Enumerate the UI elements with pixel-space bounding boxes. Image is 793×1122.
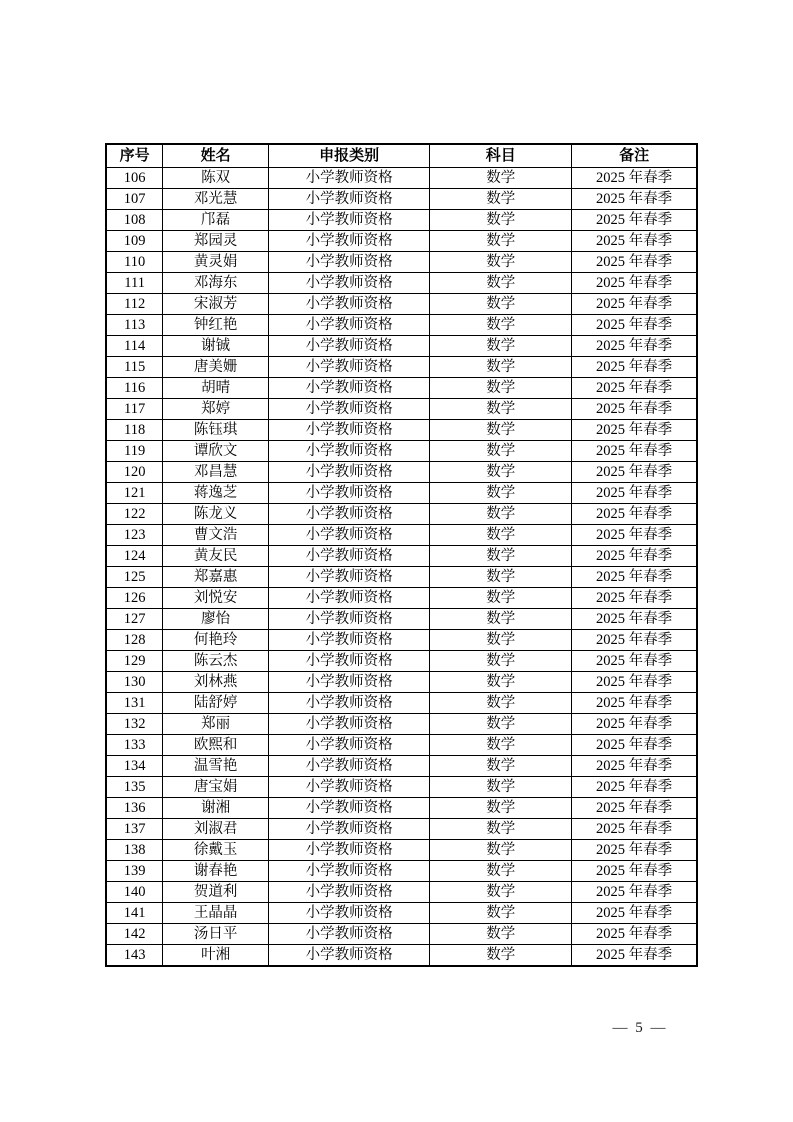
table-row bbox=[106, 252, 697, 273]
cell-name: 唐宝娟 bbox=[163, 777, 269, 798]
cell-category: 小学教师资格 bbox=[269, 714, 430, 735]
cell-no: 142 bbox=[106, 924, 163, 945]
table-row bbox=[106, 840, 697, 861]
table-row bbox=[106, 903, 697, 924]
cell-category: 小学教师资格 bbox=[269, 336, 430, 357]
cell-no: 139 bbox=[106, 861, 163, 882]
cell-no: 137 bbox=[106, 819, 163, 840]
cell-subject: 数学 bbox=[430, 441, 572, 462]
table-row bbox=[106, 336, 697, 357]
cell-no: 130 bbox=[106, 672, 163, 693]
cell-note: 2025 年春季 bbox=[572, 210, 697, 231]
cell-name: 王晶晶 bbox=[163, 903, 269, 924]
cell-no: 125 bbox=[106, 567, 163, 588]
table-row bbox=[106, 315, 697, 336]
cell-subject: 数学 bbox=[430, 777, 572, 798]
cell-name: 陈云杰 bbox=[163, 651, 269, 672]
column-header-no: 序号 bbox=[106, 144, 163, 168]
cell-subject: 数学 bbox=[430, 693, 572, 714]
cell-note: 2025 年春季 bbox=[572, 651, 697, 672]
cell-no: 128 bbox=[106, 630, 163, 651]
cell-subject: 数学 bbox=[430, 483, 572, 504]
column-header-category: 申报类别 bbox=[269, 144, 430, 168]
cell-name: 曹文浩 bbox=[163, 525, 269, 546]
cell-note: 2025 年春季 bbox=[572, 231, 697, 252]
cell-no: 141 bbox=[106, 903, 163, 924]
cell-no: 138 bbox=[106, 840, 163, 861]
cell-note: 2025 年春季 bbox=[572, 168, 697, 189]
cell-category: 小学教师资格 bbox=[269, 462, 430, 483]
cell-category: 小学教师资格 bbox=[269, 630, 430, 651]
cell-note: 2025 年春季 bbox=[572, 252, 697, 273]
cell-name: 叶湘 bbox=[163, 945, 269, 967]
page-number: — 5 — bbox=[612, 1020, 668, 1036]
cell-no: 122 bbox=[106, 504, 163, 525]
cell-no: 126 bbox=[106, 588, 163, 609]
table-row bbox=[106, 294, 697, 315]
cell-note: 2025 年春季 bbox=[572, 798, 697, 819]
table-header bbox=[106, 144, 697, 168]
cell-name: 刘悦安 bbox=[163, 588, 269, 609]
cell-no: 143 bbox=[106, 945, 163, 967]
table-row bbox=[106, 609, 697, 630]
cell-name: 黄友民 bbox=[163, 546, 269, 567]
cell-category: 小学教师资格 bbox=[269, 378, 430, 399]
cell-note: 2025 年春季 bbox=[572, 189, 697, 210]
column-header-note: 备注 bbox=[572, 144, 697, 168]
table-row bbox=[106, 819, 697, 840]
cell-name: 唐美姗 bbox=[163, 357, 269, 378]
cell-no: 127 bbox=[106, 609, 163, 630]
cell-subject: 数学 bbox=[430, 756, 572, 777]
cell-note: 2025 年春季 bbox=[572, 525, 697, 546]
table-row bbox=[106, 630, 697, 651]
table-row bbox=[106, 525, 697, 546]
cell-category: 小学教师资格 bbox=[269, 315, 430, 336]
cell-note: 2025 年春季 bbox=[572, 357, 697, 378]
cell-name: 刘林燕 bbox=[163, 672, 269, 693]
cell-no: 134 bbox=[106, 756, 163, 777]
cell-note: 2025 年春季 bbox=[572, 483, 697, 504]
cell-name: 汤日平 bbox=[163, 924, 269, 945]
cell-no: 113 bbox=[106, 315, 163, 336]
table-row bbox=[106, 756, 697, 777]
cell-subject: 数学 bbox=[430, 378, 572, 399]
cell-note: 2025 年春季 bbox=[572, 924, 697, 945]
cell-category: 小学教师资格 bbox=[269, 903, 430, 924]
cell-category: 小学教师资格 bbox=[269, 210, 430, 231]
cell-no: 109 bbox=[106, 231, 163, 252]
cell-subject: 数学 bbox=[430, 735, 572, 756]
cell-subject: 数学 bbox=[430, 252, 572, 273]
cell-subject: 数学 bbox=[430, 231, 572, 252]
table-row bbox=[106, 945, 697, 967]
cell-category: 小学教师资格 bbox=[269, 693, 430, 714]
cell-note: 2025 年春季 bbox=[572, 567, 697, 588]
cell-category: 小学教师资格 bbox=[269, 651, 430, 672]
cell-no: 123 bbox=[106, 525, 163, 546]
table-row bbox=[106, 441, 697, 462]
cell-note: 2025 年春季 bbox=[572, 609, 697, 630]
cell-name: 邓光慧 bbox=[163, 189, 269, 210]
cell-subject: 数学 bbox=[430, 525, 572, 546]
cell-name: 廖怡 bbox=[163, 609, 269, 630]
cell-subject: 数学 bbox=[430, 945, 572, 967]
cell-no: 108 bbox=[106, 210, 163, 231]
cell-subject: 数学 bbox=[430, 357, 572, 378]
cell-name: 陈龙义 bbox=[163, 504, 269, 525]
cell-category: 小学教师资格 bbox=[269, 399, 430, 420]
cell-name: 邓昌慧 bbox=[163, 462, 269, 483]
cell-category: 小学教师资格 bbox=[269, 819, 430, 840]
cell-name: 徐戴玉 bbox=[163, 840, 269, 861]
cell-note: 2025 年春季 bbox=[572, 945, 697, 967]
cell-no: 135 bbox=[106, 777, 163, 798]
table-row bbox=[106, 546, 697, 567]
cell-no: 115 bbox=[106, 357, 163, 378]
cell-name: 刘淑君 bbox=[163, 819, 269, 840]
cell-note: 2025 年春季 bbox=[572, 777, 697, 798]
cell-name: 陆舒婷 bbox=[163, 693, 269, 714]
cell-note: 2025 年春季 bbox=[572, 693, 697, 714]
cell-no: 118 bbox=[106, 420, 163, 441]
cell-no: 117 bbox=[106, 399, 163, 420]
cell-note: 2025 年春季 bbox=[572, 378, 697, 399]
cell-name: 钟红艳 bbox=[163, 315, 269, 336]
cell-note: 2025 年春季 bbox=[572, 546, 697, 567]
applicants-table bbox=[105, 143, 698, 967]
table-row bbox=[106, 588, 697, 609]
cell-subject: 数学 bbox=[430, 273, 572, 294]
cell-category: 小学教师资格 bbox=[269, 882, 430, 903]
cell-no: 131 bbox=[106, 693, 163, 714]
cell-category: 小学教师资格 bbox=[269, 420, 430, 441]
cell-name: 胡晴 bbox=[163, 378, 269, 399]
table-row bbox=[106, 399, 697, 420]
cell-category: 小学教师资格 bbox=[269, 798, 430, 819]
table-body bbox=[106, 168, 697, 967]
cell-no: 107 bbox=[106, 189, 163, 210]
cell-note: 2025 年春季 bbox=[572, 672, 697, 693]
cell-no: 140 bbox=[106, 882, 163, 903]
table-row bbox=[106, 378, 697, 399]
cell-subject: 数学 bbox=[430, 294, 572, 315]
cell-subject: 数学 bbox=[430, 546, 572, 567]
cell-name: 欧熙和 bbox=[163, 735, 269, 756]
cell-category: 小学教师资格 bbox=[269, 525, 430, 546]
cell-category: 小学教师资格 bbox=[269, 189, 430, 210]
cell-category: 小学教师资格 bbox=[269, 735, 430, 756]
cell-category: 小学教师资格 bbox=[269, 357, 430, 378]
cell-note: 2025 年春季 bbox=[572, 294, 697, 315]
cell-no: 120 bbox=[106, 462, 163, 483]
cell-note: 2025 年春季 bbox=[572, 273, 697, 294]
table-row bbox=[106, 420, 697, 441]
table-row bbox=[106, 168, 697, 189]
cell-note: 2025 年春季 bbox=[572, 819, 697, 840]
cell-subject: 数学 bbox=[430, 840, 572, 861]
cell-category: 小学教师资格 bbox=[269, 294, 430, 315]
cell-subject: 数学 bbox=[430, 168, 572, 189]
cell-name: 蒋逸芝 bbox=[163, 483, 269, 504]
table-row bbox=[106, 210, 697, 231]
cell-name: 贺道利 bbox=[163, 882, 269, 903]
cell-category: 小学教师资格 bbox=[269, 609, 430, 630]
cell-note: 2025 年春季 bbox=[572, 420, 697, 441]
cell-category: 小学教师资格 bbox=[269, 777, 430, 798]
cell-note: 2025 年春季 bbox=[572, 441, 697, 462]
cell-name: 谢铖 bbox=[163, 336, 269, 357]
table-row bbox=[106, 924, 697, 945]
cell-name: 谢春艳 bbox=[163, 861, 269, 882]
cell-note: 2025 年春季 bbox=[572, 903, 697, 924]
cell-name: 郑婷 bbox=[163, 399, 269, 420]
cell-subject: 数学 bbox=[430, 924, 572, 945]
cell-name: 郑丽 bbox=[163, 714, 269, 735]
cell-subject: 数学 bbox=[430, 399, 572, 420]
cell-name: 陈双 bbox=[163, 168, 269, 189]
table-row bbox=[106, 273, 697, 294]
cell-name: 郑园灵 bbox=[163, 231, 269, 252]
table-row bbox=[106, 777, 697, 798]
cell-no: 111 bbox=[106, 273, 163, 294]
cell-name: 温雪艳 bbox=[163, 756, 269, 777]
cell-name: 邝磊 bbox=[163, 210, 269, 231]
table-row bbox=[106, 693, 697, 714]
cell-category: 小学教师资格 bbox=[269, 252, 430, 273]
cell-note: 2025 年春季 bbox=[572, 336, 697, 357]
cell-name: 宋淑芳 bbox=[163, 294, 269, 315]
cell-no: 110 bbox=[106, 252, 163, 273]
table-row bbox=[106, 798, 697, 819]
cell-subject: 数学 bbox=[430, 588, 572, 609]
cell-no: 133 bbox=[106, 735, 163, 756]
cell-category: 小学教师资格 bbox=[269, 924, 430, 945]
cell-no: 136 bbox=[106, 798, 163, 819]
cell-category: 小学教师资格 bbox=[269, 483, 430, 504]
table-row bbox=[106, 672, 697, 693]
cell-name: 黄灵娟 bbox=[163, 252, 269, 273]
cell-category: 小学教师资格 bbox=[269, 231, 430, 252]
table-row bbox=[106, 651, 697, 672]
cell-no: 121 bbox=[106, 483, 163, 504]
cell-subject: 数学 bbox=[430, 609, 572, 630]
cell-no: 116 bbox=[106, 378, 163, 399]
cell-name: 邓海东 bbox=[163, 273, 269, 294]
cell-subject: 数学 bbox=[430, 714, 572, 735]
cell-no: 132 bbox=[106, 714, 163, 735]
cell-subject: 数学 bbox=[430, 420, 572, 441]
table-row bbox=[106, 861, 697, 882]
table-row bbox=[106, 714, 697, 735]
cell-name: 谭欣文 bbox=[163, 441, 269, 462]
cell-subject: 数学 bbox=[430, 630, 572, 651]
cell-note: 2025 年春季 bbox=[572, 630, 697, 651]
cell-category: 小学教师资格 bbox=[269, 504, 430, 525]
cell-note: 2025 年春季 bbox=[572, 882, 697, 903]
cell-note: 2025 年春季 bbox=[572, 315, 697, 336]
cell-name: 何艳玲 bbox=[163, 630, 269, 651]
cell-subject: 数学 bbox=[430, 651, 572, 672]
cell-category: 小学教师资格 bbox=[269, 441, 430, 462]
table-row bbox=[106, 483, 697, 504]
cell-subject: 数学 bbox=[430, 189, 572, 210]
cell-subject: 数学 bbox=[430, 672, 572, 693]
cell-name: 陈钰琪 bbox=[163, 420, 269, 441]
cell-category: 小学教师资格 bbox=[269, 672, 430, 693]
cell-category: 小学教师资格 bbox=[269, 273, 430, 294]
cell-subject: 数学 bbox=[430, 504, 572, 525]
cell-subject: 数学 bbox=[430, 903, 572, 924]
table-row bbox=[106, 735, 697, 756]
cell-subject: 数学 bbox=[430, 462, 572, 483]
cell-subject: 数学 bbox=[430, 861, 572, 882]
cell-category: 小学教师资格 bbox=[269, 567, 430, 588]
cell-category: 小学教师资格 bbox=[269, 861, 430, 882]
cell-no: 124 bbox=[106, 546, 163, 567]
cell-note: 2025 年春季 bbox=[572, 840, 697, 861]
cell-no: 106 bbox=[106, 168, 163, 189]
cell-note: 2025 年春季 bbox=[572, 462, 697, 483]
cell-note: 2025 年春季 bbox=[572, 399, 697, 420]
cell-no: 119 bbox=[106, 441, 163, 462]
cell-subject: 数学 bbox=[430, 315, 572, 336]
column-header-name: 姓名 bbox=[163, 144, 269, 168]
cell-category: 小学教师资格 bbox=[269, 168, 430, 189]
cell-name: 郑嘉惠 bbox=[163, 567, 269, 588]
cell-category: 小学教师资格 bbox=[269, 945, 430, 967]
cell-category: 小学教师资格 bbox=[269, 840, 430, 861]
table-row bbox=[106, 567, 697, 588]
cell-note: 2025 年春季 bbox=[572, 504, 697, 525]
cell-no: 112 bbox=[106, 294, 163, 315]
table-row bbox=[106, 189, 697, 210]
cell-category: 小学教师资格 bbox=[269, 756, 430, 777]
cell-subject: 数学 bbox=[430, 882, 572, 903]
cell-note: 2025 年春季 bbox=[572, 588, 697, 609]
cell-name: 谢湘 bbox=[163, 798, 269, 819]
cell-subject: 数学 bbox=[430, 336, 572, 357]
cell-subject: 数学 bbox=[430, 798, 572, 819]
table-row bbox=[106, 504, 697, 525]
table-row bbox=[106, 882, 697, 903]
table-row bbox=[106, 231, 697, 252]
cell-category: 小学教师资格 bbox=[269, 546, 430, 567]
cell-note: 2025 年春季 bbox=[572, 735, 697, 756]
cell-no: 129 bbox=[106, 651, 163, 672]
table-row bbox=[106, 357, 697, 378]
cell-no: 114 bbox=[106, 336, 163, 357]
cell-subject: 数学 bbox=[430, 210, 572, 231]
cell-note: 2025 年春季 bbox=[572, 861, 697, 882]
cell-note: 2025 年春季 bbox=[572, 756, 697, 777]
cell-category: 小学教师资格 bbox=[269, 588, 430, 609]
cell-subject: 数学 bbox=[430, 819, 572, 840]
cell-subject: 数学 bbox=[430, 567, 572, 588]
cell-note: 2025 年春季 bbox=[572, 714, 697, 735]
column-header-subject: 科目 bbox=[430, 144, 572, 168]
table-row bbox=[106, 462, 697, 483]
